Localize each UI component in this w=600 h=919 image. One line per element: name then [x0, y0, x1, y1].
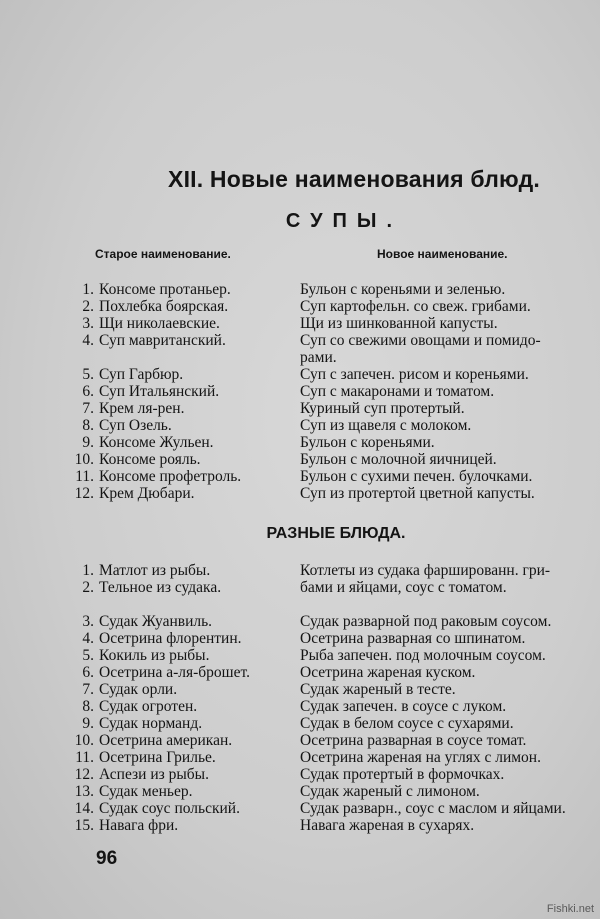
misc-dishes-title: РАЗНЫЕ БЛЮДА.: [266, 525, 406, 542]
item-number: 1.: [82, 562, 94, 579]
new-name: бами и яйцами, соус с томатом.: [300, 579, 507, 596]
list-item: [0, 485, 600, 503]
old-name: Кокиль из рыбы.: [99, 647, 210, 664]
list-item: [0, 468, 600, 486]
item-number: 14.: [74, 800, 94, 817]
chapter-title: XII. Новые наименования блюд.: [168, 166, 540, 192]
old-name-column-header: Старое наименование.: [95, 247, 231, 261]
old-name: Крем ля-рен.: [99, 400, 185, 417]
item-number: 11.: [75, 468, 94, 485]
old-name: Суп Итальянский.: [99, 383, 220, 400]
new-name: Судак разварной под раковым соусом.: [300, 613, 552, 630]
list-item: [0, 383, 600, 401]
list-item: [0, 749, 600, 767]
item-number: 4.: [82, 630, 94, 647]
new-name: Суп с макаронами и томатом.: [300, 383, 495, 400]
item-number: 13.: [74, 783, 94, 800]
new-name: Суп картофельн. со свеж. грибами.: [300, 298, 531, 315]
list-item: [0, 698, 600, 716]
new-name: Бульон с кореньями и зеленью.: [300, 281, 506, 298]
list-item: [0, 451, 600, 469]
old-name: Суп Озель.: [99, 417, 172, 434]
new-name: Судак запечен. в соусе с луком.: [300, 698, 507, 715]
old-name: Навага фри.: [99, 817, 179, 834]
new-name: Котлеты из судака фаршированн. гри-: [300, 562, 551, 579]
new-name: Щи из шинкованной капусты.: [300, 315, 498, 332]
item-number: 2.: [82, 298, 94, 315]
old-name: Щи николаевские.: [99, 315, 220, 332]
list-item: [0, 332, 600, 350]
list-item: [0, 434, 600, 452]
new-name: рами.: [300, 349, 337, 366]
new-name: Навага жареная в сухарях.: [300, 817, 475, 834]
old-name: Судак Жуанвиль.: [99, 613, 213, 630]
item-number: 9.: [82, 715, 94, 732]
item-number: 7.: [82, 681, 94, 698]
list-item: [0, 783, 600, 801]
list-item: [0, 817, 600, 835]
item-number: 12.: [74, 766, 94, 783]
list-item: [0, 613, 600, 631]
old-name: Матлот из рыбы.: [99, 562, 211, 579]
new-name: Судак разварн., соус с маслом и яйцами.: [300, 800, 566, 817]
new-name: Судак в белом соусе с сухарями.: [300, 715, 514, 732]
soups-section-title: СУПЫ.: [285, 210, 403, 232]
old-name: Судак норманд.: [99, 715, 203, 732]
item-number: 4.: [82, 332, 94, 349]
list-item: [0, 732, 600, 750]
old-name: Судак меньер.: [99, 783, 193, 800]
new-name: Суп из протертой цветной капусты.: [300, 485, 535, 502]
new-name: Суп со свежими овощами и помидо-: [300, 332, 541, 349]
list-item: [0, 281, 600, 299]
item-number: 6.: [82, 664, 94, 681]
list-item: [0, 315, 600, 333]
new-name: Бульон с кореньями.: [300, 434, 435, 451]
old-name: Судак соус польский.: [99, 800, 240, 817]
list-item: [0, 630, 600, 648]
new-name: Осетрина разварная со шпинатом.: [300, 630, 526, 647]
list-item: [0, 349, 600, 367]
new-name: Куриный суп протертый.: [300, 400, 465, 417]
new-name: Судак протертый в формочках.: [300, 766, 505, 783]
item-number: 1.: [82, 281, 94, 298]
list-item: [0, 562, 600, 580]
list-item: [0, 715, 600, 733]
list-item: [0, 766, 600, 784]
old-name: Суп Гарбюр.: [99, 366, 184, 383]
old-name: Консоме Жульен.: [99, 434, 214, 451]
item-number: 11.: [75, 749, 94, 766]
list-item: [0, 298, 600, 316]
old-name: Похлебка боярская.: [99, 298, 229, 315]
old-name: Судак огротен.: [99, 698, 198, 715]
watermark: Fishki.net: [546, 903, 594, 915]
new-name: Судак жареный в тесте.: [300, 681, 456, 698]
new-name-column-header: Новое наименование.: [377, 247, 508, 261]
item-number: 3.: [82, 315, 94, 332]
new-name: Бульон с молочной яичницей.: [300, 451, 497, 468]
old-name: Осетрина а-ля-брошет.: [99, 664, 250, 681]
new-name: Рыба запечен. под молочным соусом.: [300, 647, 546, 664]
list-item: [0, 681, 600, 699]
item-number: 2.: [82, 579, 94, 596]
old-name: Аспези из рыбы.: [99, 766, 209, 783]
new-name: Осетрина жареная на углях с лимон.: [300, 749, 541, 766]
item-number: 6.: [82, 383, 94, 400]
old-name: Консоме протаньер.: [99, 281, 231, 298]
list-item: [0, 400, 600, 418]
item-number: 15.: [74, 817, 94, 834]
item-number: 3.: [82, 613, 94, 630]
item-number: 5.: [82, 366, 94, 383]
old-name: Крем Дюбари.: [99, 485, 195, 502]
old-name: Осетрина Грилье.: [99, 749, 216, 766]
old-name: Осетрина американ.: [99, 732, 233, 749]
list-item: [0, 579, 600, 597]
new-name: Бульон с сухими печен. булочками.: [300, 468, 533, 485]
item-number: 9.: [82, 434, 94, 451]
new-name: Суп из щавеля с молоком.: [300, 417, 472, 434]
page-number: 96: [96, 848, 118, 869]
list-item: [0, 664, 600, 682]
old-name: Консоме профетроль.: [99, 468, 242, 485]
new-name: Осетрина жареная куском.: [300, 664, 476, 681]
new-name: Суп с запечен. рисом и кореньями.: [300, 366, 529, 383]
old-name: Судак орли.: [99, 681, 178, 698]
item-number: 12.: [74, 485, 94, 502]
old-name: Суп мавританский.: [99, 332, 226, 349]
list-item: [0, 417, 600, 435]
item-number: 10.: [74, 732, 94, 749]
list-item: [0, 800, 600, 818]
item-number: 8.: [82, 698, 94, 715]
item-number: 5.: [82, 647, 94, 664]
old-name: Консоме рояль.: [99, 451, 201, 468]
list-item: [0, 366, 600, 384]
new-name: Судак жареный с лимоном.: [300, 783, 480, 800]
item-number: 8.: [82, 417, 94, 434]
list-item: [0, 647, 600, 665]
item-number: 7.: [82, 400, 94, 417]
old-name: Тельное из судака.: [99, 579, 222, 596]
new-name: Осетрина разварная в соусе томат.: [300, 732, 527, 749]
item-number: 10.: [74, 451, 94, 468]
old-name: Осетрина флорентин.: [99, 630, 242, 647]
